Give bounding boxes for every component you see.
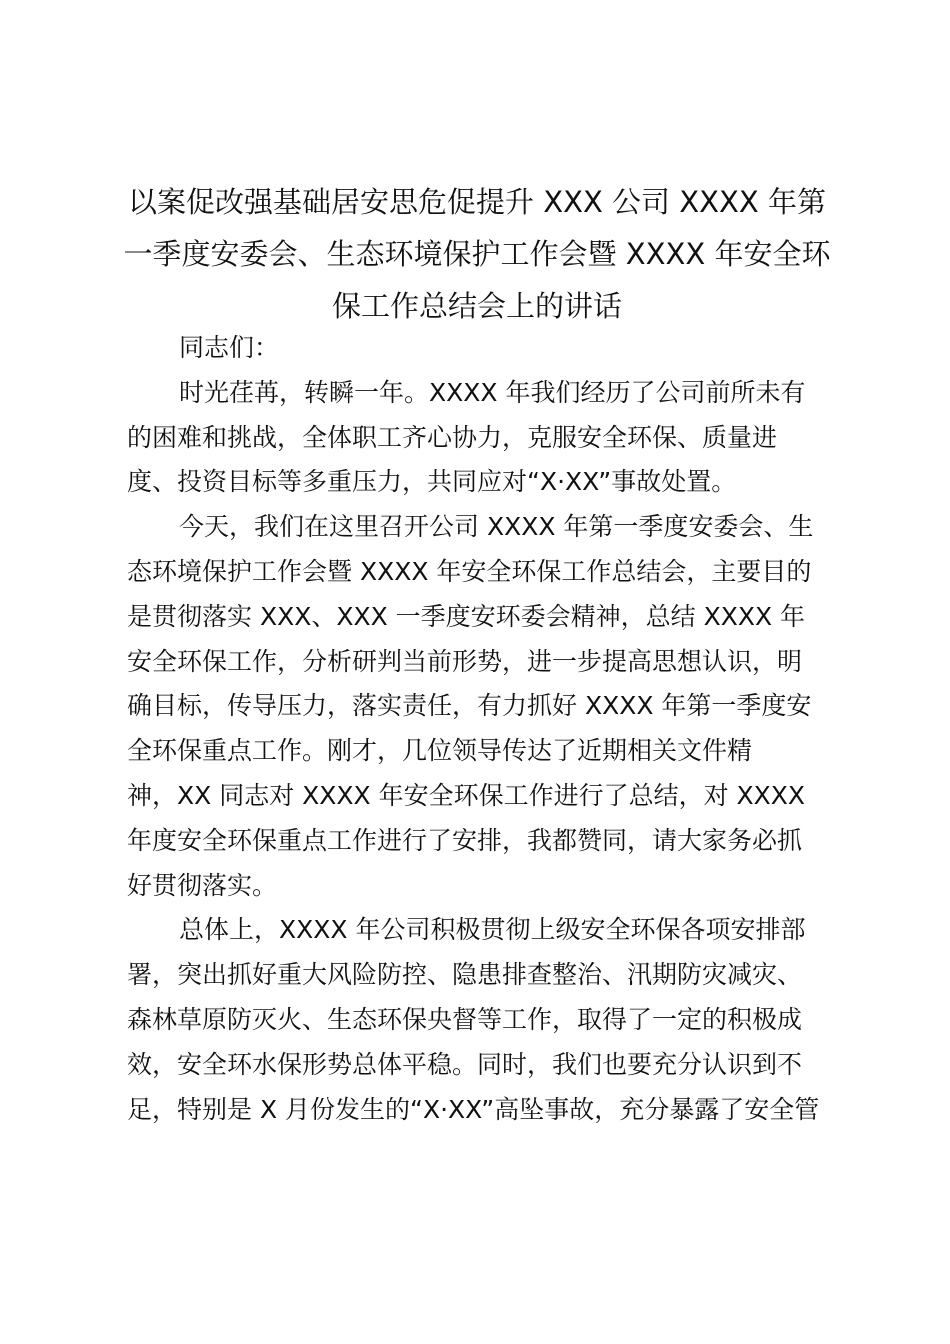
title-line-2: 一季度安委会、生态环境保护工作会暨 XXXX 年安全环 <box>123 237 831 271</box>
paragraph-line: 足，特别是 X 月份发生的“X·XX”高坠事故，充分暴露了安全管 <box>127 1094 820 1124</box>
salutation: 同志们： <box>179 333 280 362</box>
paragraph-line: 时光荏苒，转瞬一年。XXXX 年我们经历了公司前所未有 <box>179 377 806 407</box>
paragraph-line: 效，安全环水保形势总体平稳。同时，我们也要充分认识到不 <box>127 1049 803 1079</box>
paragraph-line: 总体上，XXXX 年公司积极贯彻上级安全环保各项安排部 <box>179 915 806 945</box>
paragraph-line: 的困难和挑战，全体职工齐心协力，克服安全环保、质量进 <box>127 422 778 452</box>
title-line-1: 以案促改强基础居安思危促提升 XXX 公司 XXXX 年第 <box>128 185 826 219</box>
title-line-3: 保工作总结会上的讲话 <box>331 289 622 323</box>
paragraph-line: 署，突出抓好重大风险防控、隐患排查整治、汛期防灾减灾、 <box>127 960 803 990</box>
paragraph-line: 今天，我们在这里召开公司 XXXX 年第一季度安委会、生 <box>179 512 814 542</box>
paragraph-line: 度、投资目标等多重压力，共同应对“X·XX”事故处置。 <box>127 467 737 497</box>
paragraph-line: 神，XX 同志对 XXXX 年安全环保工作进行了总结，对 XXXX <box>127 780 806 810</box>
document-title <box>122 176 832 332</box>
paragraph-1 <box>127 371 827 505</box>
paragraph-line: 是贯彻落实 XXX、XXX 一季度安环委会精神，总结 XXXX 年 <box>127 601 806 631</box>
paragraph-line: 年度安全环保重点工作进行了安排，我都赞同，请大家务必抓 <box>127 825 803 855</box>
paragraph-line: 确目标，传导压力，落实责任，有力抓好 XXXX 年第一季度安 <box>127 691 812 721</box>
paragraph-line: 全环保重点工作。刚才，几位领导传达了近期相关文件精 <box>127 736 753 766</box>
paragraph-3 <box>127 908 827 1132</box>
paragraph-line: 好贯彻落实。 <box>127 870 278 900</box>
paragraph-line: 态环境保护工作会暨 XXXX 年安全环保工作总结会，主要目的 <box>127 556 812 586</box>
paragraph-2 <box>127 505 827 908</box>
document-body <box>127 326 827 1132</box>
paragraph-line: 森林草原防灭火、生态环保央督等工作，取得了一定的积极成 <box>127 1004 803 1034</box>
paragraph-line: 安全环保工作，分析研判当前形势，进一步提高思想认识，明 <box>127 646 803 676</box>
